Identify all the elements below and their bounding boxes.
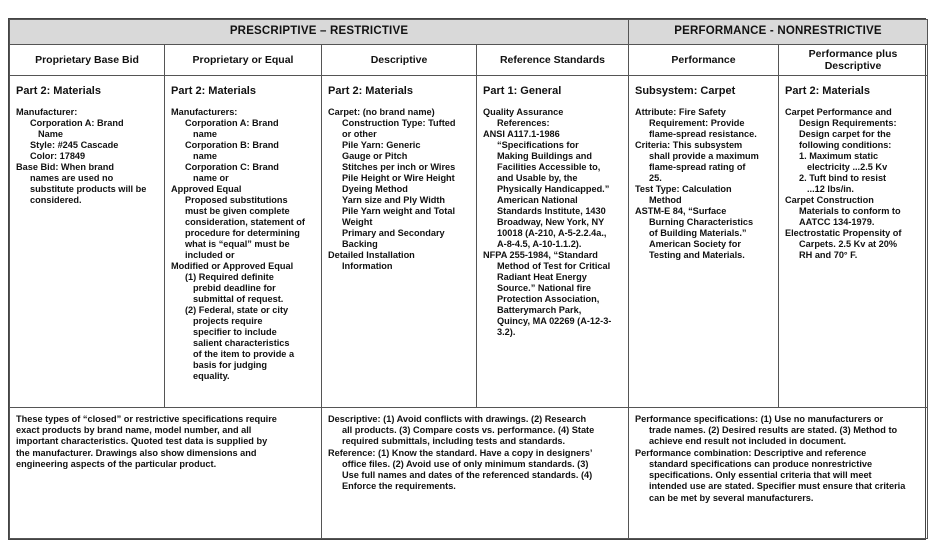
text-line: Protection Association, [497,293,600,304]
text-line: ...12 lbs/in. [807,183,854,194]
text-line: achieve end result not included in document. [649,436,847,447]
text-line: Design carpet for the [799,128,891,139]
text-line: Carpets. 2.5 Kv at 20% [799,238,898,249]
notes-row [10,407,928,538]
cell-performance [629,75,779,407]
section-title: Part 2: Materials [328,84,413,97]
text-line: electricity ...2.5 Kv [807,161,888,172]
text-line: name or [193,172,229,183]
cell-performance-plus-descriptive [779,75,928,407]
section-title: Part 2: Materials [785,84,870,97]
specification-types-table [8,18,926,540]
text-line: Manufacturer: [16,106,78,117]
text-line: Broadway, New York, NY [497,216,605,227]
cell-lines [785,107,922,261]
text-line: Physically Handicapped.” [497,183,610,194]
text-line: Gauge or Pitch [342,150,408,161]
text-line: standard specifications can produce nonrestrictive [649,458,873,469]
text-line: Corporation A: Brand [30,117,124,128]
text-line: Corporation B: Brand [185,139,279,150]
text-line: NFPA 255-1984, “Standard [483,249,598,260]
text-line: the manufacturer. Drawings also show dimensions and [16,447,257,458]
text-line: RH and 70° F. [799,249,858,260]
text-line: Carpet: (no brand name) [328,106,435,117]
text-line: Modified or Approved Equal [171,260,294,271]
text-line: Criteria: This subsystem [635,139,743,150]
col-header-6: Performance plus Descriptive [779,44,928,75]
cell-lines [171,107,316,382]
text-line: can be met by several manufacturers. [649,492,814,503]
cell-lines [328,107,471,272]
text-line: flame-spread resistance. [649,128,757,139]
text-line: Yarn size and Ply Width [342,194,446,205]
text-line: Construction Type: Tufted [342,117,456,128]
text-line: Testing and Materials. [649,249,745,260]
text-line: Weight [342,216,373,227]
text-line: all products. (3) Compare costs vs. performance. (4) State [342,424,595,435]
text-line: “Specifications for [497,139,579,150]
col-header-1: Proprietary Base Bid [10,44,165,75]
text-line: specifications. Only essential criteria that will meet [649,470,872,481]
text-line: prebid deadline for [193,282,276,293]
text-line: Carpet Performance and [785,106,892,117]
text-line: required submittals, including tests and standards. [342,436,566,447]
cell-lines [483,107,623,338]
text-line: Attribute: Fire Safety [635,106,726,117]
text-line: Name [38,128,64,139]
note-performance [629,407,928,538]
text-line: included or [185,249,235,260]
text-line: ASTM-E 84, “Surface [635,205,727,216]
text-line: basis for judging [193,359,268,370]
text-line: Corporation C: Brand [185,161,279,172]
text-line: Pile Height or Wire Height [342,172,455,183]
group-performance: PERFORMANCE - NONRESTRICTIVE [629,20,928,45]
text-line: Stitches per inch or Wires [342,161,456,172]
text-line: projects require [193,315,263,326]
cell-descriptive [322,75,477,407]
text-line: Performance specifications: (1) Use no manufacturers or [635,413,884,424]
text-line: intended use are stated. Specifier must ensure that criteria [649,481,906,492]
text-line: Base Bid: When brand [16,161,115,172]
section-title: Part 1: General [483,84,562,97]
text-line: office files. (2) Avoid use of only minimum standards. (3) [342,458,589,469]
cell-proprietary-base-bid [10,75,165,407]
group-prescriptive: PRESCRIPTIVE – RESTRICTIVE [10,20,629,45]
col-header-5: Performance [629,44,779,75]
text-line: Performance combination: Descriptive and reference [635,447,867,458]
text-line: These types of “closed” or restrictive specifications require [16,413,277,424]
text-line: American National [497,194,578,205]
text-line: 10018 (A-210, A-5-2.2.4a., [497,227,607,238]
text-line: Enforce the requirements. [342,481,456,492]
text-line: 2. Tuft bind to resist [799,172,887,183]
text-line: Standards Institute, 1430 [497,205,606,216]
text-line: References: [497,117,550,128]
text-line: Dyeing Method [342,183,408,194]
text-line: Color: 17849 [30,150,86,161]
col-header-3: Descriptive [322,44,477,75]
text-line: AATCC 134-1979. [799,216,875,227]
text-line: shall provide a maximum [649,150,759,161]
text-line: trade names. (2) Desired results are stated. (3) Method to [649,424,898,435]
text-line: considered. [30,194,82,205]
text-line: Design Requirements: [799,117,897,128]
text-line: name [193,150,218,161]
text-line: ANSI A117.1-1986 [483,128,560,139]
text-line: Use full names and dates of the referenced standards. (4) [342,470,593,481]
text-line: Pile Yarn weight and Total [342,205,455,216]
note-lines [635,414,921,504]
text-line: Quincy, MA 02269 (A-12-3- [497,315,612,326]
text-line: names are used no [30,172,114,183]
text-line: (2) Federal, state or city [185,304,289,315]
text-line: and Usable by, the [497,172,578,183]
text-line: what is “equal” must be [185,238,290,249]
text-line: Method [649,194,682,205]
text-line: specifier to include [193,326,277,337]
text-line: Detailed Installation [328,249,415,260]
text-line: procedure for determining [185,227,300,238]
text-line: American Society for [649,238,741,249]
group-header-row [10,20,928,45]
text-line: important characteristics. Quoted test data is supplied by [16,436,268,447]
text-line: Requirement: Provide [649,117,745,128]
text-line: submittal of request. [193,293,284,304]
text-line: Carpet Construction [785,194,874,205]
text-line: name [193,128,218,139]
text-line: Making Buildings and [497,150,592,161]
text-line: Primary and Secondary [342,227,445,238]
text-line: following conditions: [799,139,892,150]
text-line: Burning Characteristics [649,216,754,227]
text-line: Materials to conform to [799,205,901,216]
column-header-row [10,44,928,75]
text-line: must be given complete [185,205,290,216]
text-line: Backing [342,238,378,249]
text-line: Corporation A: Brand [185,117,279,128]
note-lines [328,414,622,493]
section-title: Part 2: Materials [16,84,101,97]
text-line: 1. Maximum static [799,150,879,161]
text-line: Method of Test for Critical [497,260,611,271]
text-line: 25. [649,172,662,183]
text-line: Descriptive: (1) Avoid conflicts with drawings. (2) Research [328,413,587,424]
note-lines [16,414,315,470]
text-line: Test Type: Calculation [635,183,732,194]
cell-lines [635,107,773,261]
text-line: Pile Yarn: Generic [342,139,421,150]
text-line: Radiant Heat Energy [497,271,587,282]
body-row [10,75,928,407]
section-title: Subsystem: Carpet [635,84,736,97]
spec-table [9,19,928,539]
col-header-4: Reference Standards [477,44,629,75]
text-line: Facilities Accessible to, [497,161,601,172]
text-line: substitute products will be [30,183,147,194]
text-line: (1) Required definite [185,271,274,282]
text-line: salient characteristics [193,337,290,348]
cell-proprietary-or-equal [165,75,322,407]
text-line: exact products by brand name, model number, and all [16,424,252,435]
text-line: Quality Assurance [483,106,564,117]
text-line: Electrostatic Propensity of [785,227,902,238]
text-line: of Building Materials.” [649,227,747,238]
text-line: of the item to provide a [193,348,295,359]
text-line: Style: #245 Cascade [30,139,119,150]
note-descriptive-reference [322,407,629,538]
text-line: Manufacturers: [171,106,238,117]
text-line: engineering aspects of the particular product. [16,458,217,469]
text-line: or other [342,128,377,139]
text-line: Source.” National fire [497,282,591,293]
text-line: 3.2). [497,326,516,337]
text-line: Approved Equal [171,183,242,194]
text-line: equality. [193,370,230,381]
note-restrictive [10,407,322,538]
section-title: Part 2: Materials [171,84,256,97]
text-line: flame-spread rating of [649,161,746,172]
cell-reference-standards [477,75,629,407]
text-line: Batterymarch Park, [497,304,582,315]
cell-lines [16,107,159,206]
text-line: Information [342,260,393,271]
col-header-2: Proprietary or Equal [165,44,322,75]
text-line: Proposed substitutions [185,194,288,205]
text-line: A-8-4.5, A-10-1.1.2). [497,238,582,249]
text-line: Reference: (1) Know the standard. Have a copy in designers’ [328,447,593,458]
text-line: consideration, statement of [185,216,305,227]
